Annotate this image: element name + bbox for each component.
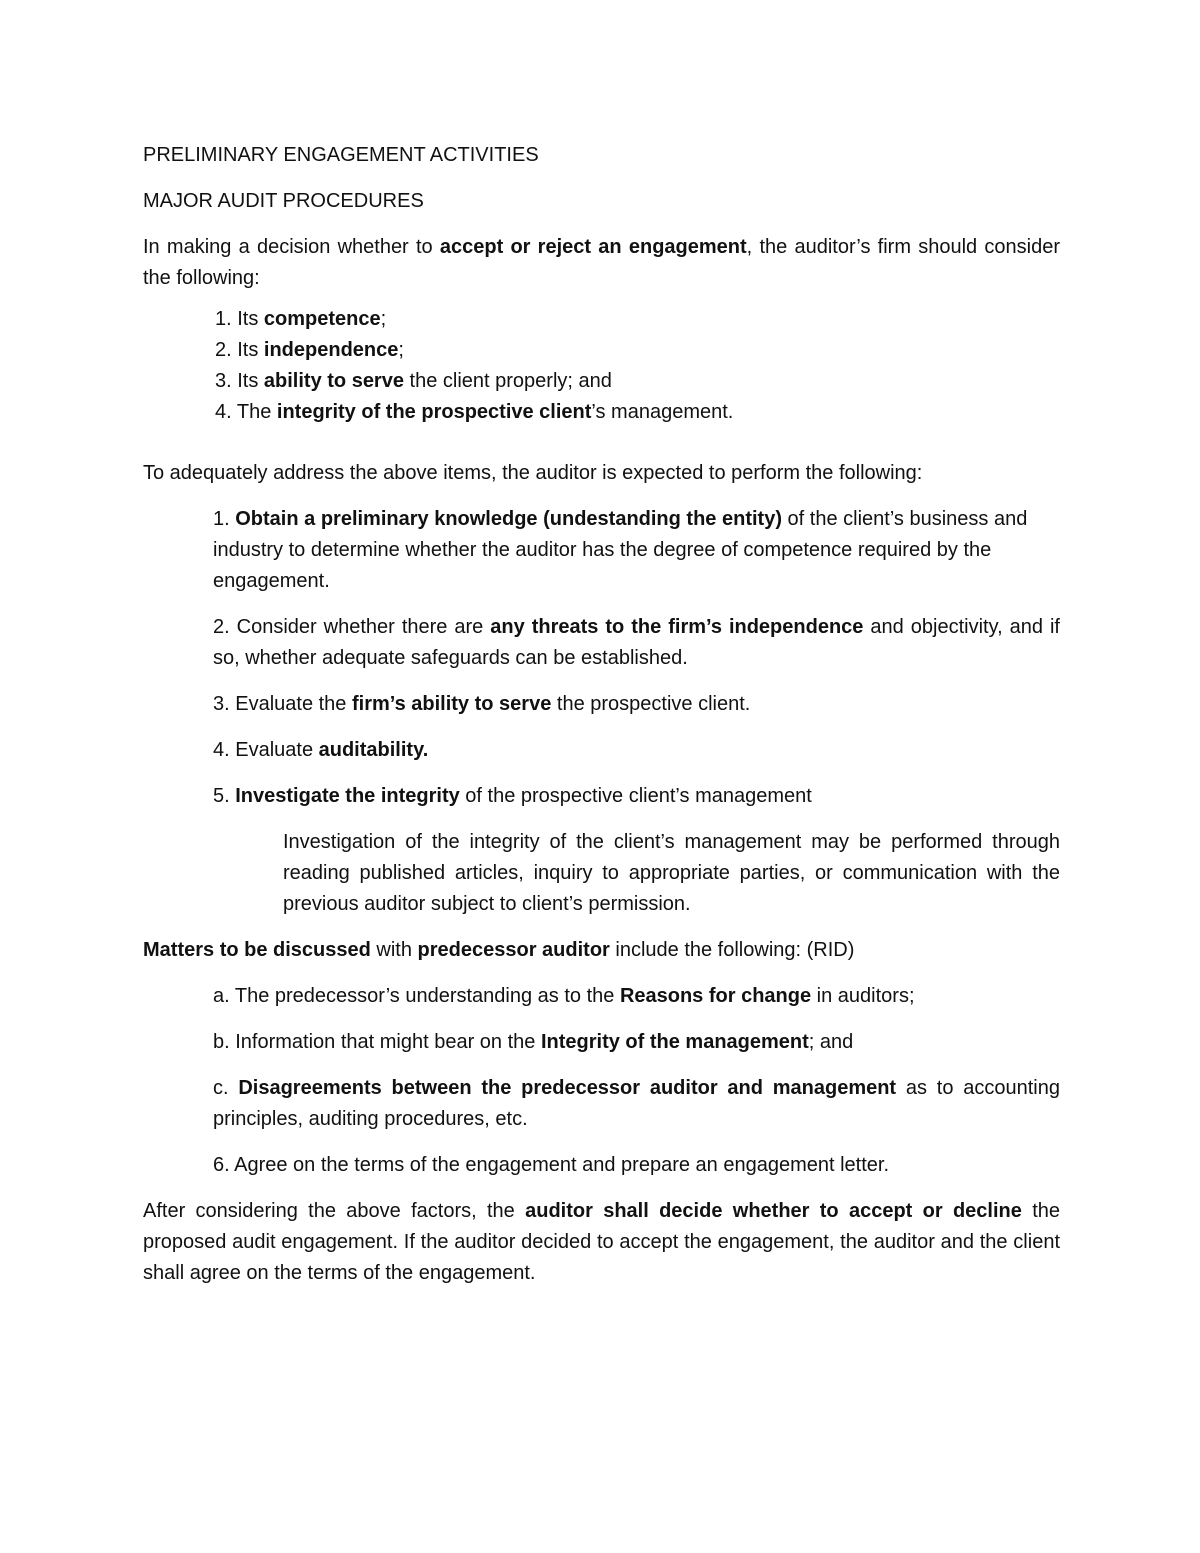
procedure-step-2: 2. Consider whether there are any threats to the firm’s independence and objectivity, and if so, whether adequate safeguards can be established. [213, 616, 1060, 669]
rid-item-b: b. Information that might bear on the Integrity of the management; and [213, 1031, 854, 1053]
matters-heading: Matters to be discussed with predecessor auditor include the following: (RID) [143, 939, 855, 961]
list-item: 3. Its ability to serve the client properly; and [215, 370, 612, 392]
list-item: 2. Its independence; [215, 339, 404, 361]
procedure-step-6: 6. Agree on the terms of the engagement and prepare an engagement letter. [213, 1154, 890, 1176]
rid-item-c: c. Disagreements between the predecessor auditor and management as to accounting principles, auditing procedures, etc. [213, 1077, 1060, 1130]
procedure-step-3: 3. Evaluate the firm’s ability to serve the prospective client. [213, 693, 751, 715]
list-item: 4. The integrity of the prospective client’s management. [215, 401, 734, 423]
document-title: PRELIMINARY ENGAGEMENT ACTIVITIES [143, 144, 539, 166]
conclusion-paragraph: After considering the above factors, the auditor shall decide whether to accept or decline the proposed audit engagement. If the auditor decided to accept the engagement, the auditor and the client shall agree on the terms of the engagement. [143, 1200, 1061, 1284]
list-item: 1. Its competence; [215, 308, 387, 330]
procedure-step-4: 4. Evaluate auditability. [213, 739, 429, 761]
considerations-list [143, 304, 1060, 428]
procedure-step-1: 1. Obtain a preliminary knowledge (undestanding the entity) of the client’s business and industry to determine whether the auditor has the degree of competence required by the engagement. [213, 508, 1028, 592]
rid-item-a: a. The predecessor’s understanding as to the Reasons for change in auditors; [213, 985, 915, 1007]
intro-paragraph: In making a decision whether to accept or reject an engagement, the auditor’s firm should consider the following: [143, 236, 1060, 289]
procedure-step-5-note: Investigation of the integrity of the client’s management may be performed through reading published articles, inquiry to appropriate parties, or communication with the previous auditor subject to client’s permission. [283, 831, 1060, 915]
document-page [143, 140, 1060, 1289]
section-subtitle: MAJOR AUDIT PROCEDURES [143, 190, 424, 212]
procedure-step-5: 5. Investigate the integrity of the prospective client’s management [213, 785, 812, 807]
address-intro: To adequately address the above items, the auditor is expected to perform the following: [143, 462, 923, 484]
